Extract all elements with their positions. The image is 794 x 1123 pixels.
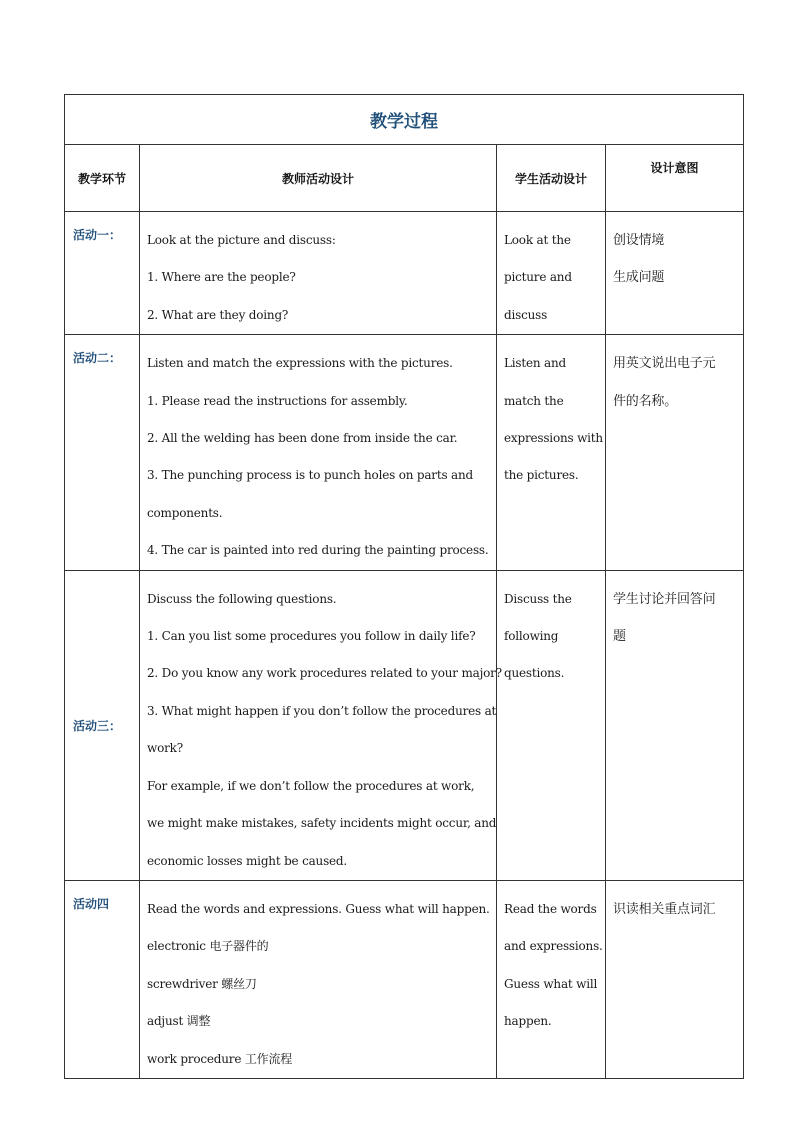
header-teacher-activity: 教师活动设计 (140, 145, 497, 212)
student-line: expressions with (504, 431, 603, 446)
table-row (65, 212, 744, 335)
teacher-line: Look at the picture and discuss: (147, 233, 336, 247)
purpose-line: 生成问题 (613, 270, 665, 286)
stage-cell: 活动四 (65, 880, 140, 1078)
purpose-cell (606, 335, 744, 570)
table-row (65, 570, 744, 880)
teacher-line: screwdriver 螺丝刀 (147, 976, 257, 991)
student-line: the pictures. (504, 468, 579, 483)
student-line: Listen and (504, 356, 566, 371)
teacher-line: 1. Can you list some procedures you follow in daily life? (147, 629, 476, 644)
teacher-line: adjust 调整 (147, 1014, 211, 1029)
student-line: following (504, 629, 559, 644)
student-line: questions. (504, 666, 565, 681)
title-row (65, 95, 744, 145)
teacher-line: Read the words and expressions. Guess what will happen. (147, 901, 490, 916)
student-line: match the (504, 393, 564, 408)
purpose-cell (606, 212, 744, 335)
header-student-activity: 学生活动设计 (497, 145, 606, 212)
table-title: 教学过程 (370, 112, 438, 132)
lesson-process-table (64, 94, 744, 1079)
purpose-cell (606, 880, 744, 1078)
stage-cell: 活动三： (65, 570, 140, 880)
stage-cell: 活动一： (65, 212, 140, 335)
student-cell (497, 880, 606, 1078)
purpose-line: 件的名称。 (613, 393, 678, 409)
student-cell (497, 570, 606, 880)
student-cell (497, 335, 606, 570)
header-row (65, 145, 744, 212)
teacher-line: electronic 电子器件的 (147, 939, 269, 954)
teacher-line: 1. Please read the instructions for assembly. (147, 393, 408, 408)
student-line: picture and (504, 270, 572, 285)
student-cell (497, 212, 606, 335)
teacher-cell (140, 335, 497, 570)
teacher-cell (140, 570, 502, 880)
student-line: Look at the (504, 233, 571, 247)
teacher-line: Listen and match the expressions with the pictures. (147, 356, 453, 371)
teacher-cell (140, 212, 497, 335)
student-line: happen. (504, 1014, 552, 1029)
header-stage: 教学环节 (65, 145, 140, 212)
student-line: Read the words (504, 901, 597, 916)
teacher-line: 4. The car is painted into red during the painting process. (147, 543, 489, 558)
purpose-line: 题 (613, 629, 626, 645)
teacher-line: 2. What are they doing? (147, 307, 289, 322)
stage-cell: 活动二： (65, 335, 140, 570)
teacher-line: work procedure 工作流程 (147, 1051, 293, 1066)
purpose-line: 学生讨论并回答问 (613, 591, 716, 607)
teacher-line: work? (147, 741, 183, 756)
table-row (65, 880, 744, 1078)
teacher-line: For example, if we don’t follow the procedures at work, (147, 778, 475, 793)
teacher-line: 2. All the welding has been done from inside the car. (147, 431, 458, 446)
table-row (65, 335, 744, 570)
teacher-line: we might make mistakes, safety incidents might occur, and (147, 816, 497, 831)
student-line: Guess what will (504, 976, 598, 991)
teacher-cell (140, 880, 497, 1078)
student-line: and expressions. (504, 939, 603, 954)
purpose-line: 用英文说出电子元 (613, 356, 716, 372)
teacher-line: Discuss the following questions. (147, 591, 337, 606)
header-design-intent: 设计意图 (606, 145, 744, 212)
purpose-line: 创设情境 (613, 233, 665, 248)
teacher-line: 3. The punching process is to punch holes on parts and (147, 468, 473, 483)
student-line: Discuss the (504, 591, 572, 606)
teacher-line: components. (147, 505, 223, 520)
teacher-line: 2. Do you know any work procedures related to your major? (147, 666, 502, 681)
teacher-line: 3. What might happen if you don’t follow the procedures at (147, 703, 497, 718)
teacher-line: 1. Where are the people? (147, 270, 296, 285)
purpose-cell (606, 570, 744, 880)
purpose-line: 识读相关重点词汇 (613, 901, 716, 917)
student-line: discuss (504, 307, 548, 322)
title-cell (65, 95, 744, 145)
teacher-line: economic losses might be caused. (147, 853, 348, 868)
